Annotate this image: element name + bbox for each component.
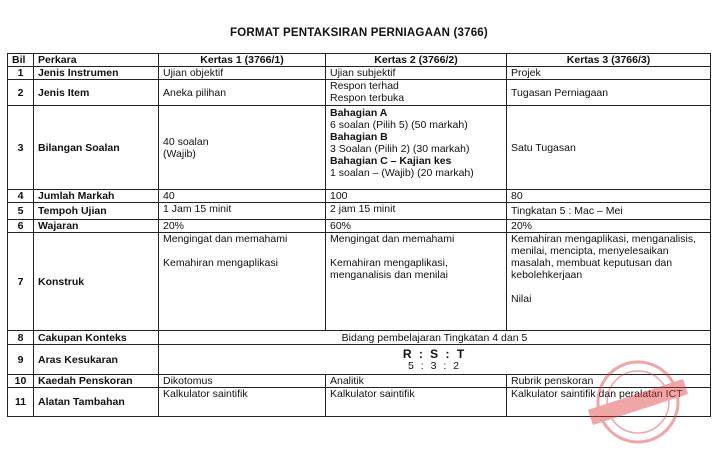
row-number: 3 <box>8 106 34 190</box>
difficulty-ratio: 5 : 3 : 2 <box>407 359 462 372</box>
cell-span: Bidang pembelajaran Tingkatan 4 dan 5 <box>159 331 711 345</box>
cell-kertas-2: 60% <box>326 220 507 233</box>
cell-kertas-1: Aneka pilihan <box>159 80 326 106</box>
section-text: 3 Soalan (Pilih 2) (30 markah) <box>330 143 470 155</box>
row-label: Aras Kesukaran <box>34 345 159 375</box>
table-row <box>8 331 711 345</box>
row-number: 10 <box>8 375 34 388</box>
cell-kertas-2: 100 <box>326 190 507 203</box>
cell-kertas-3: 80 <box>507 190 711 203</box>
cell-kertas-3: Tugasan Perniagaan <box>507 80 711 106</box>
cell-kertas-2: Ujian subjektif <box>326 67 507 80</box>
section-heading: Bahagian A <box>330 107 388 119</box>
row-label: Alatan Tambahan <box>34 388 159 417</box>
row-label: Cakupan Konteks <box>34 331 159 345</box>
cell-kertas-2: Kalkulator saintifik <box>326 388 507 417</box>
table-row <box>8 190 711 203</box>
section-text: 1 soalan – (Wajib) (20 markah) <box>330 167 474 179</box>
cell-kertas-1: 1 Jam 15 minit <box>159 203 326 220</box>
page-title: FORMAT PENTAKSIRAN PERNIAGAAN (3766) <box>230 27 488 39</box>
cell-line: Kemahiran mengaplikasi, menganalisis dan menilai <box>330 257 448 281</box>
header-kertas-2: Kertas 2 (3766/2) <box>326 54 507 67</box>
row-number: 9 <box>8 345 34 375</box>
cell-kertas-1 <box>159 106 326 190</box>
cell-kertas-3: Rubrik penskoran <box>507 375 711 388</box>
difficulty-label: R : S : T <box>402 346 467 361</box>
cell-kertas-2 <box>326 80 507 106</box>
row-number: 7 <box>8 233 34 331</box>
cell-line: Respon terbuka <box>330 92 405 104</box>
cell-kertas-1: 40 <box>159 190 326 203</box>
section-text: 6 soalan (Pilih 5) (50 markah) <box>330 119 468 131</box>
cell-line: Nilai <box>511 293 532 305</box>
row-label: Wajaran <box>34 220 159 233</box>
cell-kertas-1: Kalkulator saintifik <box>159 388 326 417</box>
row-label: Jenis Instrumen <box>34 67 159 80</box>
table-row <box>8 220 711 233</box>
row-label: Kaedah Penskoran <box>34 375 159 388</box>
row-number: 6 <box>8 220 34 233</box>
table-row <box>8 233 711 331</box>
table-row <box>8 67 711 80</box>
cell-kertas-3 <box>507 233 711 331</box>
cell-line: Mengingat dan memahami <box>330 233 455 245</box>
cell-kertas-2 <box>326 106 507 190</box>
row-number: 5 <box>8 203 34 220</box>
cell-line: Mengingat dan memahami <box>163 233 288 245</box>
section-heading: Bahagian B <box>330 131 388 143</box>
cell-kertas-3: Kalkulator saintifik dan peralatan ICT <box>507 388 711 417</box>
cell-kertas-1 <box>159 233 326 331</box>
header-kertas-3: Kertas 3 (3766/3) <box>507 54 711 67</box>
cell-line: 40 soalan <box>163 135 209 148</box>
header-perkara: Perkara <box>34 54 159 67</box>
cell-kertas-2: Analitik <box>326 375 507 388</box>
cell-kertas-1: 20% <box>159 220 326 233</box>
cell-kertas-1: Ujian objektif <box>159 67 326 80</box>
table-row <box>8 106 711 190</box>
row-label: Jumlah Markah <box>34 190 159 203</box>
row-label: Jenis Item <box>34 80 159 106</box>
row-label: Bilangan Soalan <box>34 106 159 190</box>
table-row <box>8 375 711 388</box>
cell-kertas-3: Tingkatan 5 : Mac – Mei <box>507 203 711 220</box>
section-heading: Bahagian C – Kajian kes <box>330 155 452 167</box>
row-number: 4 <box>8 190 34 203</box>
row-number: 2 <box>8 80 34 106</box>
row-label: Konstruk <box>34 233 159 331</box>
table-row <box>8 80 711 106</box>
cell-line: (Wajib) <box>163 147 196 160</box>
cell-line: Kemahiran mengaplikasi, menganalisis, menilai, mencipta, menyelesaikan masalah, membuat keputusan dan kebolehkerjaan <box>511 233 697 281</box>
table-row <box>8 203 711 220</box>
cell-kertas-3: Projek <box>507 67 711 80</box>
header-row <box>8 54 711 67</box>
cell-kertas-1: Dikotomus <box>159 375 326 388</box>
cell-span <box>159 345 711 375</box>
table-row <box>8 345 711 375</box>
table-row <box>8 388 711 417</box>
cell-kertas-3: 20% <box>507 220 711 233</box>
header-bil: Bil <box>8 54 34 67</box>
cell-line: Kemahiran mengaplikasi <box>163 257 278 269</box>
assessment-format-table <box>7 53 711 417</box>
row-label: Tempoh Ujian <box>34 203 159 220</box>
header-kertas-1: Kertas 1 (3766/1) <box>159 54 326 67</box>
cell-line: Respon terhad <box>330 80 399 92</box>
row-number: 1 <box>8 67 34 80</box>
cell-kertas-2: 2 jam 15 minit <box>326 203 507 220</box>
cell-kertas-2 <box>326 233 507 331</box>
row-number: 8 <box>8 331 34 345</box>
cell-kertas-3: Satu Tugasan <box>507 106 711 190</box>
row-number: 11 <box>8 388 34 417</box>
